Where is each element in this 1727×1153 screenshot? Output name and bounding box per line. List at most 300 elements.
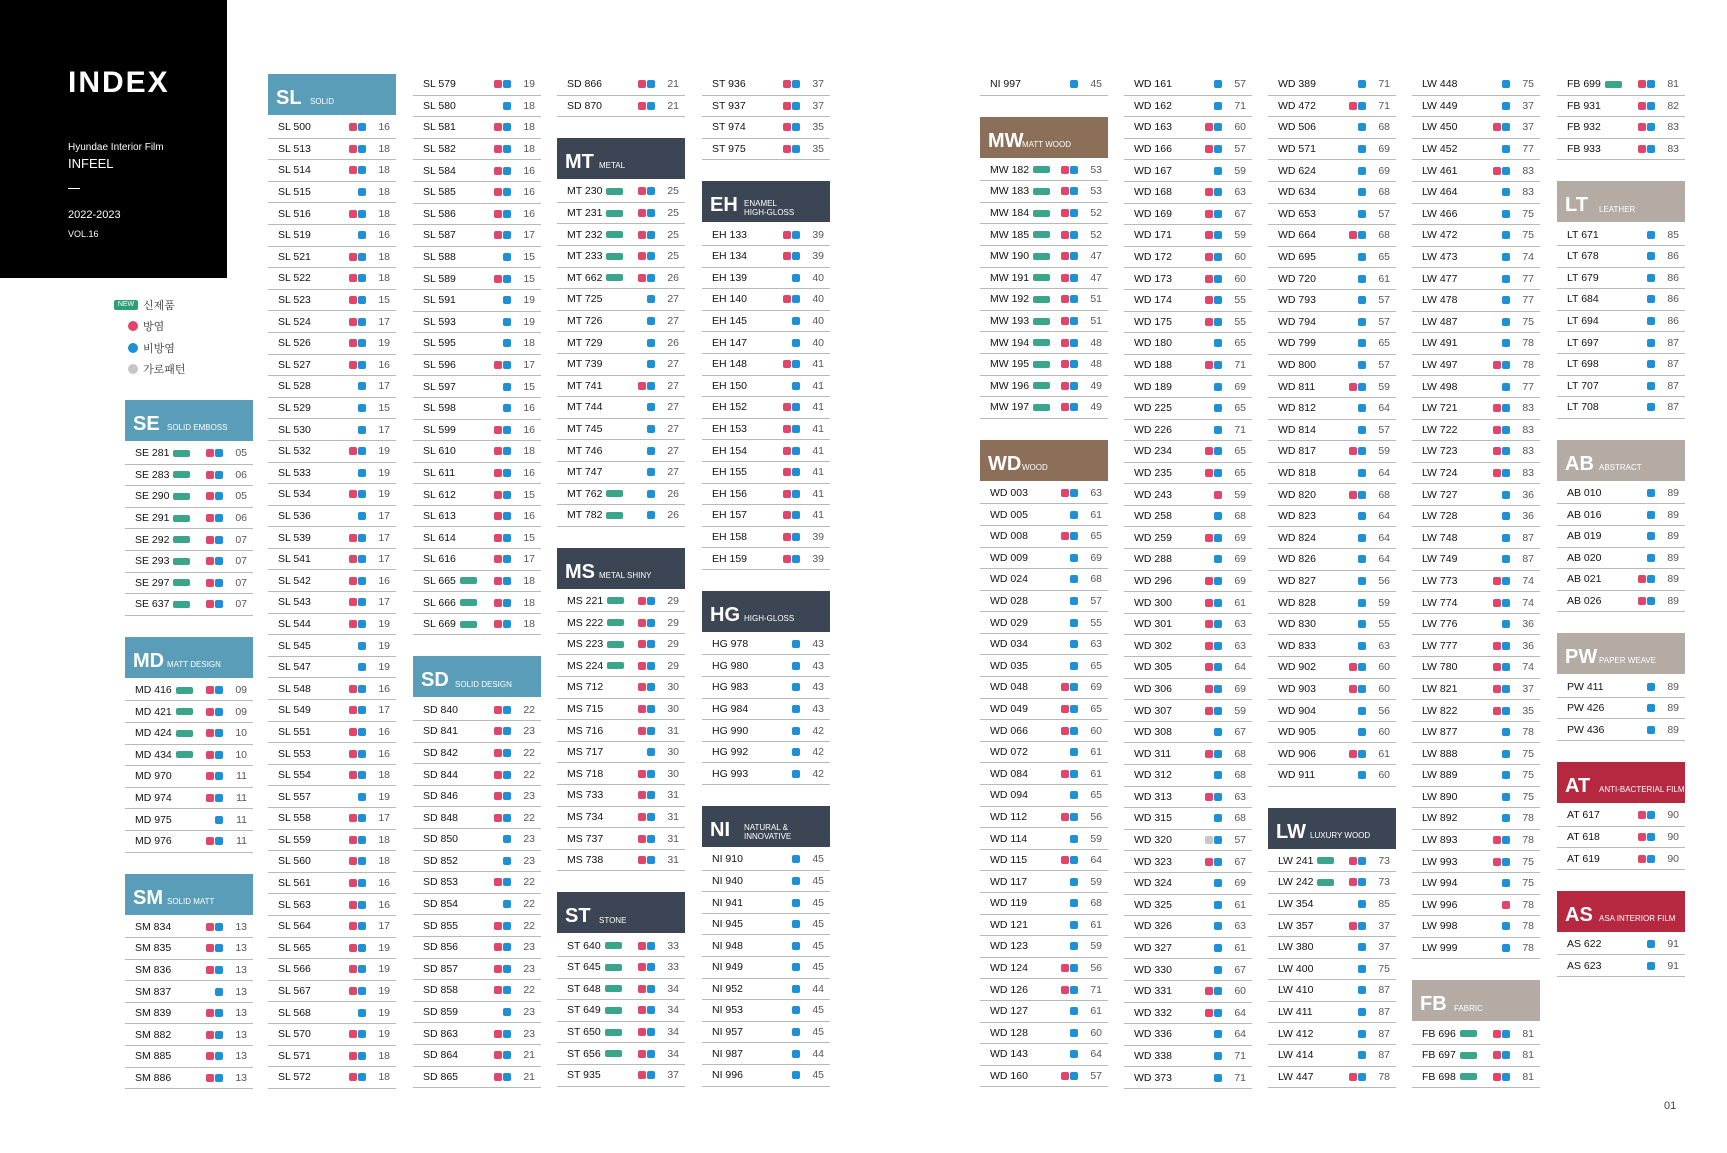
attribute-icons	[783, 447, 800, 455]
attribute-icons	[1358, 943, 1366, 951]
f-icon	[206, 514, 214, 522]
product-row	[268, 506, 396, 528]
g-icon	[1214, 318, 1222, 326]
page-ref: 83	[1522, 445, 1534, 458]
page-ref: 78	[1378, 1070, 1390, 1083]
product-code: WD 653	[1278, 207, 1316, 220]
product-code: MW 197	[990, 401, 1030, 414]
g-icon	[503, 900, 511, 908]
page-ref: 60	[1378, 682, 1390, 695]
page-ref: 19	[378, 941, 390, 954]
product-code: ST 648	[567, 982, 601, 995]
g-icon	[503, 1073, 511, 1081]
attribute-icons	[206, 794, 223, 802]
g-icon	[792, 662, 800, 670]
product-code: LT 697	[1567, 336, 1599, 349]
product-code: WD 331	[1134, 985, 1172, 998]
attribute-icons	[647, 425, 655, 433]
product-row	[268, 376, 396, 398]
product-code: MT 746	[567, 444, 603, 457]
product-row	[980, 376, 1108, 398]
product-code: SM 835	[135, 942, 172, 955]
product-code: WD 028	[990, 594, 1028, 607]
product-row	[557, 311, 685, 333]
attribute-icons	[349, 123, 366, 131]
product-row	[980, 591, 1108, 613]
page-ref: 19	[378, 1028, 390, 1041]
attribute-icons	[1205, 685, 1222, 693]
product-row	[702, 505, 830, 527]
product-row	[557, 96, 685, 118]
product-row	[413, 160, 541, 182]
attribute-icons	[1349, 663, 1366, 671]
g-icon	[128, 343, 138, 353]
page-ref: 13	[235, 942, 247, 955]
product-row	[1268, 614, 1396, 636]
section-gap	[1557, 160, 1685, 181]
attribute-icons	[783, 533, 800, 541]
g-icon	[1647, 597, 1655, 605]
f-icon	[206, 471, 214, 479]
f-icon	[1349, 878, 1357, 886]
f-icon	[638, 791, 646, 799]
g-icon	[358, 965, 366, 973]
category-code: NI	[710, 819, 730, 842]
page-ref: 68	[1234, 510, 1246, 523]
product-row	[1124, 376, 1252, 398]
product-code: LW 478	[1422, 294, 1458, 307]
section-gap	[1268, 787, 1396, 808]
g-icon	[1502, 123, 1510, 131]
product-row	[1268, 527, 1396, 549]
page-ref: 65	[1234, 466, 1246, 479]
g-icon	[1647, 855, 1655, 863]
f-icon	[1205, 750, 1213, 758]
g-icon	[215, 772, 223, 780]
g-icon	[358, 534, 366, 542]
product-row	[557, 1043, 685, 1065]
cover-brand: INFEEL	[68, 156, 114, 171]
product-row	[413, 96, 541, 118]
f-icon	[1638, 855, 1646, 863]
product-code: WD 161	[1134, 78, 1172, 91]
product-code: LW 888	[1422, 747, 1458, 760]
g-icon	[1070, 770, 1078, 778]
attribute-icons	[494, 749, 511, 757]
product-code: MS 715	[567, 702, 604, 715]
g-icon	[503, 706, 511, 714]
f-icon	[1061, 705, 1069, 713]
product-code: SD 864	[423, 1049, 459, 1062]
attribute-icons	[1205, 663, 1222, 671]
product-code: WD 827	[1278, 574, 1316, 587]
product-code: WD 168	[1134, 186, 1172, 199]
page-ref: 63	[1090, 487, 1102, 500]
attribute-icons	[494, 123, 511, 131]
product-code: AT 619	[1567, 852, 1600, 865]
product-row	[557, 397, 685, 419]
page-ref: 87	[1667, 358, 1679, 371]
product-row	[268, 160, 396, 182]
attribute-icons	[1493, 836, 1510, 844]
page-ref: 23	[523, 962, 535, 975]
page-ref: 71	[1378, 99, 1390, 112]
product-code: WD 167	[1134, 164, 1172, 177]
f-icon	[638, 770, 646, 778]
g-icon	[1502, 771, 1510, 779]
attribute-icons	[1358, 900, 1366, 908]
g-icon	[647, 187, 655, 195]
product-row	[125, 745, 253, 767]
attribute-icons	[1647, 295, 1655, 303]
product-code: MW 182	[990, 163, 1030, 176]
g-icon	[1647, 704, 1655, 712]
product-row	[1268, 872, 1396, 894]
attribute-icons	[638, 705, 655, 713]
product-row	[1412, 96, 1540, 118]
attribute-icons	[1349, 447, 1366, 455]
attribute-icons	[358, 1009, 366, 1017]
product-row	[1124, 355, 1252, 377]
product-row	[980, 332, 1108, 354]
product-code: WD 066	[990, 724, 1028, 737]
page-ref: 83	[1522, 164, 1534, 177]
f-icon	[494, 771, 502, 779]
f-icon	[1061, 1072, 1069, 1080]
attribute-icons	[494, 469, 511, 477]
attribute-icons	[503, 383, 511, 391]
page-ref: 42	[812, 746, 824, 759]
attribute-icons	[1502, 512, 1510, 520]
g-icon	[503, 1051, 511, 1059]
g-icon	[358, 253, 366, 261]
product-row	[413, 571, 541, 593]
f-icon	[638, 1006, 646, 1014]
g-icon	[1502, 836, 1510, 844]
product-row	[413, 506, 541, 528]
g-icon	[503, 188, 511, 196]
g-icon	[1502, 275, 1510, 283]
g-icon	[215, 966, 223, 974]
attribute-icons	[1349, 102, 1366, 110]
g-icon	[1502, 231, 1510, 239]
g-icon	[1214, 1074, 1222, 1082]
product-row	[557, 1065, 685, 1087]
product-code: EH 159	[712, 552, 748, 565]
product-code: WD 005	[990, 508, 1028, 521]
product-row	[1412, 160, 1540, 182]
attribute-icons	[1061, 532, 1078, 540]
page-ref: 78	[1522, 834, 1534, 847]
product-code: SL 530	[278, 423, 311, 436]
product-code: SD 859	[423, 1006, 459, 1019]
page-ref: 61	[1090, 1005, 1102, 1018]
page-ref: 36	[1522, 488, 1534, 501]
g-icon	[1070, 209, 1078, 217]
attribute-icons	[792, 274, 800, 282]
product-code: SL 614	[423, 531, 456, 544]
product-row	[702, 440, 830, 462]
product-row	[413, 204, 541, 226]
product-code: WD 332	[1134, 1006, 1172, 1019]
attribute-icons	[215, 816, 223, 824]
f-icon	[1493, 1051, 1501, 1059]
page-ref: 13	[235, 1007, 247, 1020]
product-code: LT 707	[1567, 379, 1599, 392]
attribute-icons	[1070, 748, 1078, 756]
product-code: AB 020	[1567, 551, 1602, 564]
product-row	[1124, 139, 1252, 161]
product-code: NI 997	[990, 78, 1021, 91]
g-icon	[647, 209, 655, 217]
product-code: SD 866	[567, 78, 603, 91]
f-icon	[783, 533, 791, 541]
attribute-icons	[647, 295, 655, 303]
new-badge-icon	[1033, 361, 1050, 368]
attribute-icons	[358, 188, 366, 196]
f-icon	[1493, 577, 1501, 585]
product-row	[268, 463, 396, 485]
product-row	[1412, 420, 1540, 442]
g-icon	[1358, 922, 1366, 930]
product-code: WD 072	[990, 746, 1028, 759]
attribute-icons	[503, 339, 511, 347]
category-header-lt	[1557, 181, 1685, 222]
product-code: WD 903	[1278, 682, 1316, 695]
attribute-icons	[1502, 491, 1510, 499]
page-ref: 74	[1522, 661, 1534, 674]
attribute-icons	[1061, 360, 1078, 368]
product-row	[1268, 980, 1396, 1002]
f-icon	[1493, 642, 1501, 650]
product-row	[1557, 805, 1685, 827]
attribute-icons	[638, 640, 655, 648]
f-icon	[1493, 167, 1501, 175]
page-ref: 45	[812, 896, 824, 909]
page-ref: 16	[378, 747, 390, 760]
attribute-icons	[1061, 813, 1078, 821]
page-ref: 29	[667, 659, 679, 672]
product-row	[125, 1003, 253, 1025]
f-icon	[1493, 663, 1501, 671]
g-icon	[1070, 166, 1078, 174]
category-code: MT	[565, 151, 594, 174]
product-code: EH 139	[712, 271, 748, 284]
attribute-icons	[1358, 771, 1366, 779]
product-row	[1268, 117, 1396, 139]
attribute-icons	[358, 404, 366, 412]
attribute-icons	[494, 231, 511, 239]
g-icon	[503, 102, 511, 110]
attribute-icons	[1358, 318, 1366, 326]
f-icon	[638, 597, 646, 605]
product-row	[1412, 1045, 1540, 1067]
product-row	[1557, 526, 1685, 548]
product-code: LW 889	[1422, 769, 1458, 782]
product-code: SE 281	[135, 447, 170, 460]
product-row	[1124, 506, 1252, 528]
legend-item-fire-retardant	[110, 316, 186, 338]
page-ref: 41	[812, 466, 824, 479]
product-code: MS 737	[567, 832, 604, 845]
g-icon	[1214, 145, 1222, 153]
g-icon	[647, 231, 655, 239]
new-badge-icon	[606, 274, 623, 281]
page-ref: 47	[1090, 271, 1102, 284]
g-icon	[503, 296, 511, 304]
product-row	[1124, 1067, 1252, 1089]
attribute-icons	[1358, 986, 1366, 994]
g-icon	[358, 166, 366, 174]
g-icon	[1358, 750, 1366, 758]
page-ref: 65	[1090, 702, 1102, 715]
product-code: HG 993	[712, 767, 749, 780]
page-ref: 65	[1234, 445, 1246, 458]
g-icon	[358, 469, 366, 477]
product-row	[1124, 484, 1252, 506]
product-row	[413, 614, 541, 636]
g-icon	[1214, 275, 1222, 283]
product-row	[557, 440, 685, 462]
product-row	[702, 268, 830, 290]
g-icon	[358, 404, 366, 412]
page-ref: 78	[1522, 920, 1534, 933]
attribute-icons	[349, 728, 366, 736]
attribute-icons	[1358, 167, 1366, 175]
product-code: MT 230	[567, 185, 603, 198]
new-badge-icon	[173, 579, 190, 586]
attribute-icons	[349, 598, 366, 606]
product-code: WD 373	[1134, 1071, 1172, 1084]
product-code: EH 153	[712, 423, 748, 436]
page-ref: 16	[378, 121, 390, 134]
g-icon	[215, 708, 223, 716]
attribute-icons	[792, 748, 800, 756]
attribute-icons	[1358, 965, 1366, 973]
product-row	[268, 938, 396, 960]
g-icon	[792, 555, 800, 563]
attribute-icons	[1502, 944, 1510, 952]
g-icon	[792, 855, 800, 863]
attribute-icons	[1502, 318, 1510, 326]
page-ref: 61	[1090, 918, 1102, 931]
page-ref: 37	[1378, 919, 1390, 932]
attribute-icons	[1070, 1007, 1078, 1015]
f-icon	[783, 425, 791, 433]
product-row	[413, 463, 541, 485]
product-code: WD 814	[1278, 423, 1316, 436]
f-icon	[206, 492, 214, 500]
category-code: MS	[565, 560, 595, 583]
page-ref: 75	[1522, 315, 1534, 328]
product-row	[1124, 571, 1252, 593]
product-row	[1124, 1024, 1252, 1046]
product-row	[557, 246, 685, 268]
product-row	[1268, 1045, 1396, 1067]
product-code: AT 618	[1567, 830, 1600, 843]
attribute-icons	[647, 317, 655, 325]
page-ref: 16	[378, 725, 390, 738]
product-code: SL 565	[278, 941, 311, 954]
g-icon	[1070, 274, 1078, 282]
product-row	[1557, 848, 1685, 870]
product-row	[1268, 657, 1396, 679]
category-name: ABSTRACT	[1599, 462, 1642, 472]
g-icon	[647, 468, 655, 476]
product-row	[1124, 420, 1252, 442]
attribute-icons	[349, 577, 366, 585]
product-row	[980, 979, 1108, 1001]
product-code: WD 389	[1278, 78, 1316, 91]
product-row	[980, 699, 1108, 721]
product-code: EH 157	[712, 509, 748, 522]
product-row	[1412, 765, 1540, 787]
g-icon	[1647, 962, 1655, 970]
product-row	[125, 1046, 253, 1068]
g-icon	[1070, 80, 1078, 88]
product-code: LW 497	[1422, 359, 1458, 372]
page-ref: 47	[1090, 250, 1102, 263]
f-icon	[206, 794, 214, 802]
attribute-icons	[206, 600, 223, 608]
product-row	[557, 957, 685, 979]
page-ref: 18	[523, 99, 535, 112]
product-row	[557, 1000, 685, 1022]
page-ref: 59	[1090, 940, 1102, 953]
product-code: LW 472	[1422, 229, 1458, 242]
page-ref: 45	[812, 918, 824, 931]
f-icon	[1349, 447, 1357, 455]
attribute-icons	[783, 468, 800, 476]
product-row	[1124, 398, 1252, 420]
attribute-icons	[206, 1074, 223, 1082]
attribute-icons	[792, 1071, 800, 1079]
product-code: SE 291	[135, 512, 170, 525]
page-ref: 18	[378, 207, 390, 220]
page-ref: 57	[1234, 143, 1246, 156]
f-icon	[349, 620, 357, 628]
product-row	[125, 1024, 253, 1046]
product-code: MT 782	[567, 509, 603, 522]
page-ref: 59	[1378, 596, 1390, 609]
attribute-icons	[1493, 447, 1510, 455]
page-ref: 16	[378, 229, 390, 242]
product-code: ST 640	[567, 939, 601, 952]
product-code: ST 936	[712, 78, 746, 91]
product-row	[413, 527, 541, 549]
attribute-icons	[349, 771, 366, 779]
product-code: EH 158	[712, 530, 748, 543]
attribute-icons	[638, 80, 655, 88]
page-ref: 64	[1234, 661, 1246, 674]
new-badge-icon	[1033, 210, 1050, 217]
product-row	[1268, 312, 1396, 334]
product-row	[1557, 591, 1685, 613]
new-badge-icon	[1033, 253, 1050, 260]
index-column	[1557, 74, 1685, 977]
product-code: SL 591	[423, 294, 456, 307]
attribute-icons	[1493, 361, 1510, 369]
g-icon	[1070, 748, 1078, 756]
section-gap	[980, 419, 1108, 440]
product-row	[980, 1001, 1108, 1023]
product-row	[1268, 376, 1396, 398]
product-code: WD 824	[1278, 531, 1316, 544]
product-code: LW 728	[1422, 510, 1458, 523]
f-icon	[1061, 489, 1069, 497]
product-row	[125, 594, 253, 616]
f-icon	[1493, 447, 1501, 455]
